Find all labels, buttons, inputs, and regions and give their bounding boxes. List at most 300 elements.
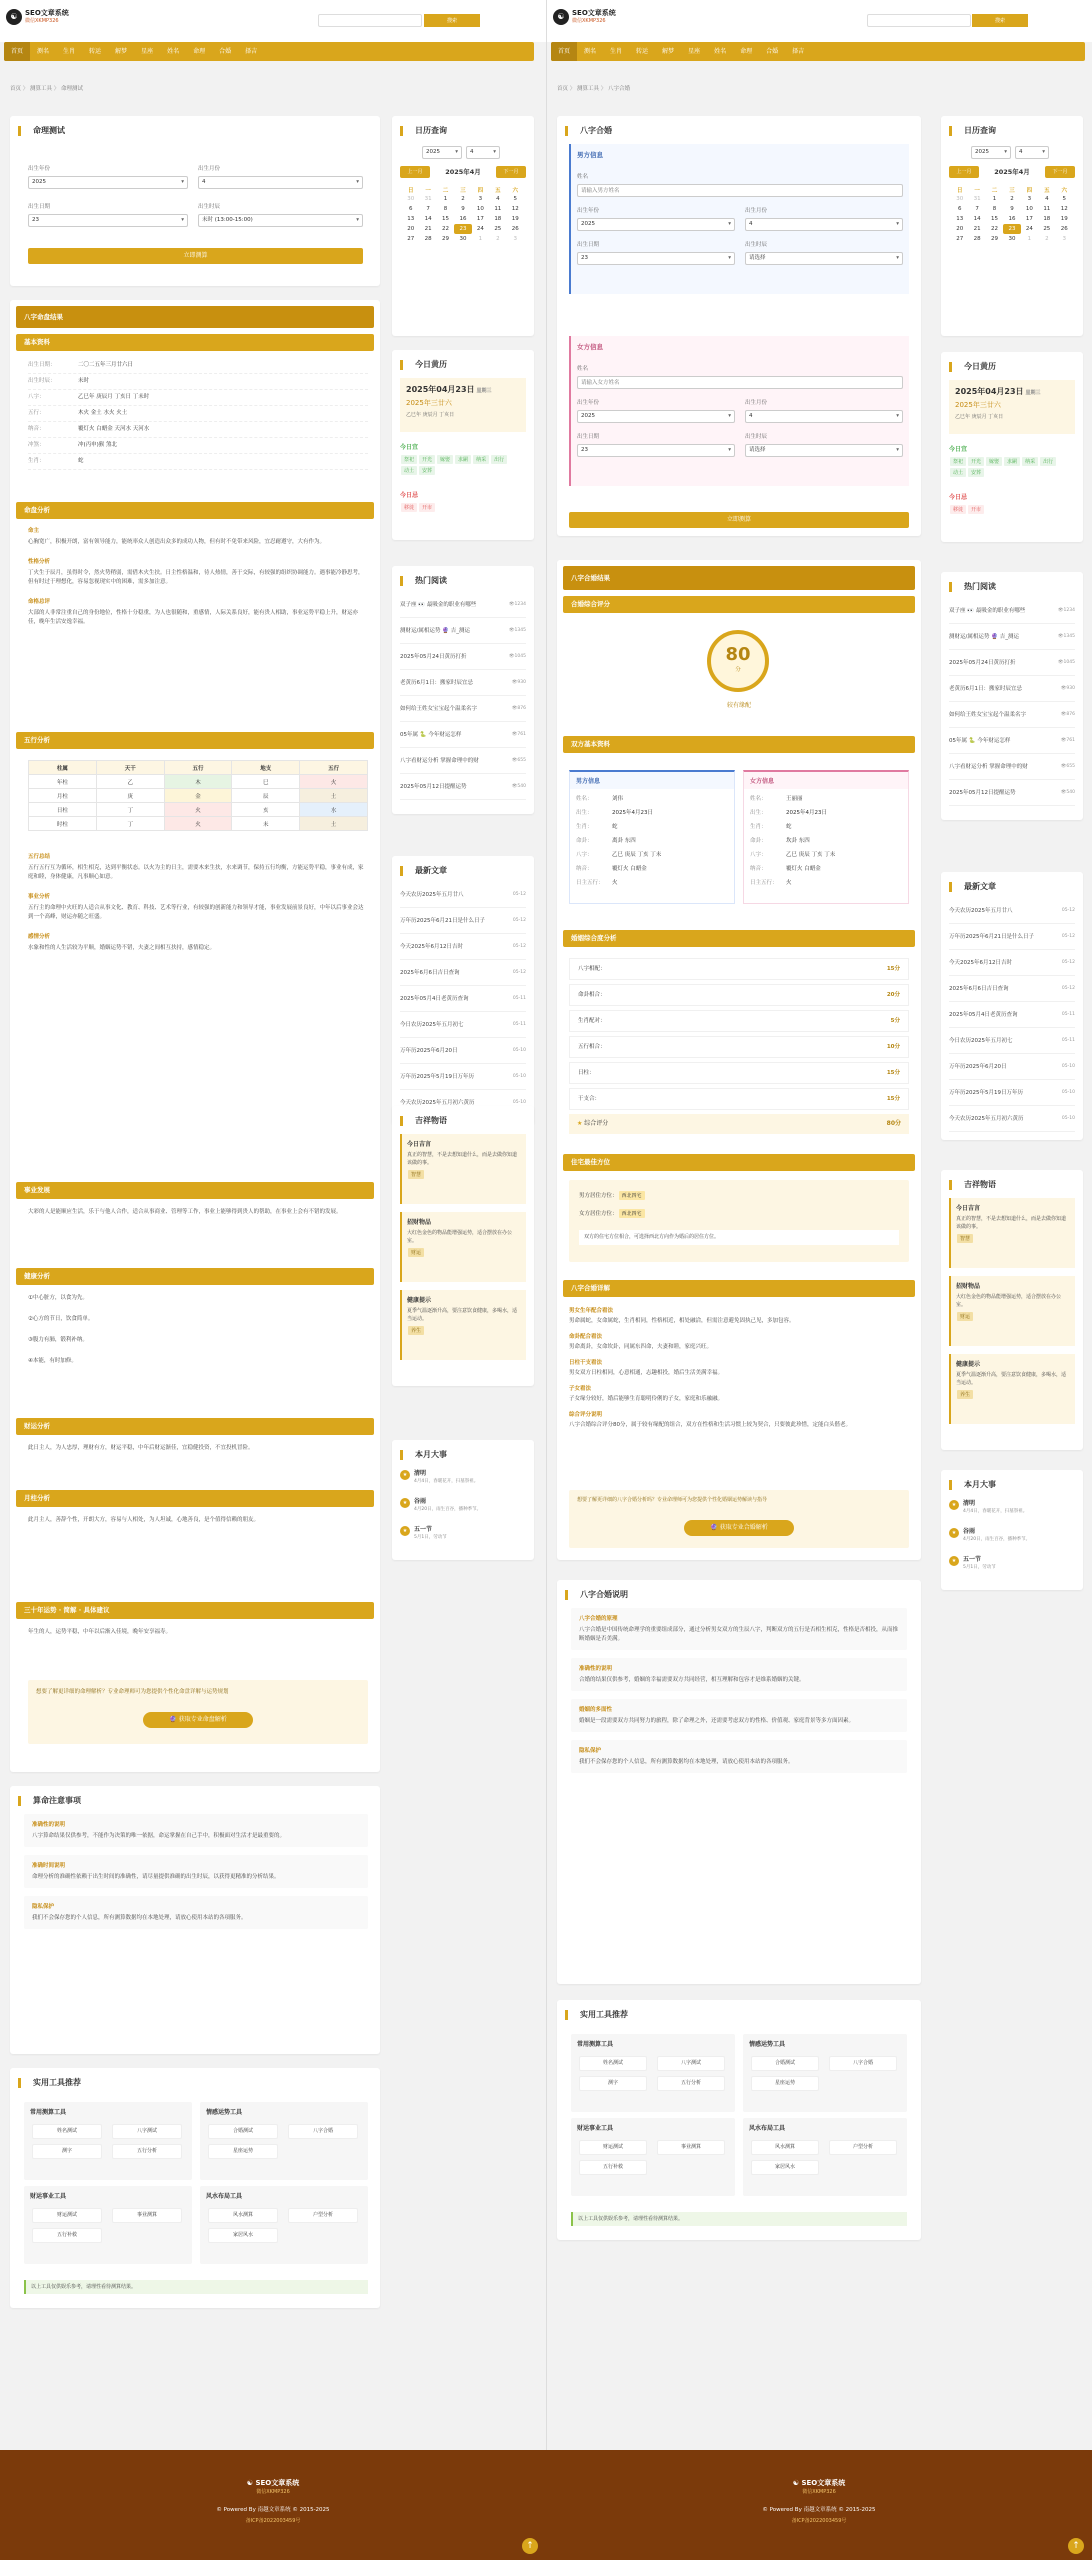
news-item[interactable]	[949, 1106, 1075, 1132]
cal-day[interactable]: 3	[1062, 236, 1067, 242]
hot-item-views	[1058, 598, 1075, 623]
nav-item[interactable]: 测名	[584, 48, 597, 55]
tool-button[interactable]: 五行补救	[32, 2228, 102, 2243]
cal-week	[402, 194, 524, 204]
note-item	[24, 1855, 368, 1888]
eye-icon: 👁	[1057, 660, 1064, 665]
char-text: 丁火生于辰月，虽得时令，然火势稍弱，需借木火生扶。日主性格温和，待人热情，善于交际，有较强的组织协调能力。遇事能冷静思考，但有时过于理想化，容易忽视现实中的困难，需多加注意。	[28, 570, 364, 585]
female-year-select[interactable]: 2025 ▾	[577, 410, 735, 423]
cal-day[interactable]: 11	[1043, 206, 1051, 212]
cal-day[interactable]: 4	[496, 196, 500, 202]
almanac-lunar: 2025年三廿六	[955, 401, 1001, 409]
house-male-value: 西北四宅	[619, 1191, 645, 1200]
news-item[interactable]	[949, 1028, 1075, 1054]
cal-day[interactable]: 14	[424, 216, 432, 222]
month-event	[400, 1468, 526, 1492]
submit-button[interactable]: 立即测算	[28, 248, 363, 264]
cal-day[interactable]: 17	[476, 216, 484, 222]
right-pane	[546, 0, 1092, 2560]
note-text: 八字算命结果仅供参考，不能作为决策的唯一依据，命运掌握在自己手中，积极面对生活才是最重要的。	[32, 1833, 286, 1839]
news-item[interactable]	[949, 924, 1075, 950]
news-item[interactable]	[400, 908, 526, 934]
char-text: 大部的人非常注重自己的身份地位，性格十分稳重，为人也很随和，重感情，人际关系良好，能有贵人相助，事业运势平稳上升，财运亦佳，晚年生活安逸幸福。	[28, 610, 359, 625]
char-title: 命盘分析	[16, 502, 374, 519]
news-item-date: 05-10	[1061, 1116, 1075, 1121]
cal-day[interactable]: 26	[1060, 226, 1068, 232]
hot-item-title: 2025年05月12日提醒运势	[400, 784, 467, 790]
cal-day[interactable]: 12	[1060, 206, 1068, 212]
header	[0, 0, 546, 42]
news-item[interactable]	[949, 976, 1075, 1002]
basic-row	[28, 422, 368, 438]
basic-label: 纳音：	[28, 426, 45, 432]
tool-button[interactable]: 五行补救	[579, 2160, 647, 2175]
cal-day[interactable]: 14	[973, 216, 981, 222]
nav-item[interactable]: 命理	[740, 48, 753, 55]
cal-day[interactable]: 2	[1045, 236, 1049, 242]
cal-day[interactable]: 27	[956, 236, 964, 242]
result-header: 八字合婚结果	[563, 566, 915, 590]
tool-button[interactable]: 五行分析	[112, 2144, 182, 2159]
hot-item[interactable]	[400, 722, 526, 748]
hot-item[interactable]	[949, 624, 1075, 650]
cal-day[interactable]: 28	[973, 236, 981, 242]
tool-button[interactable]: 姓名测试	[32, 2124, 102, 2139]
cal-day[interactable]: 17	[1025, 216, 1033, 222]
info-value: 2025年4月23日	[612, 810, 653, 816]
nav-item[interactable]: 生肖	[63, 48, 76, 55]
cal-day[interactable]: 12	[511, 206, 519, 212]
male-hour-select[interactable]: 请选择 ▾	[745, 252, 903, 265]
cal-week	[402, 224, 524, 234]
hot-item[interactable]	[400, 774, 526, 800]
male-day-select[interactable]: 23 ▾	[577, 252, 735, 265]
hot-item[interactable]	[400, 748, 526, 774]
cal-day[interactable]: 2	[1010, 196, 1014, 202]
lucky-title: 吉祥物语	[400, 1116, 534, 1126]
cal-day[interactable]: 13	[956, 216, 964, 222]
detail-label: 生肖配对：	[578, 1018, 606, 1024]
back-to-top-icon[interactable]: ↑	[522, 2538, 538, 2554]
hot-item[interactable]	[400, 696, 526, 722]
tool-button[interactable]: 事业测算	[112, 2208, 182, 2223]
nav-item[interactable]: 命理	[193, 48, 206, 55]
cal-day[interactable]: 22	[991, 226, 999, 232]
hehun-result	[557, 560, 921, 1560]
tool-button[interactable]: 姓名测试	[579, 2056, 647, 2071]
news-item[interactable]	[949, 950, 1075, 976]
cal-day[interactable]: 31	[973, 196, 981, 202]
cal-day[interactable]: 8	[992, 206, 997, 212]
cal-prev-button[interactable]: 上一月	[949, 166, 979, 178]
cal-day[interactable]: 3	[478, 196, 483, 202]
male-year-select[interactable]: 2025 ▾	[577, 218, 735, 231]
news-item[interactable]	[400, 960, 526, 986]
almanac-date-line	[955, 386, 1069, 397]
cal-day[interactable]: 15	[442, 216, 450, 222]
tool-button[interactable]: 事业测算	[657, 2140, 725, 2155]
event-icon: ★	[400, 1498, 410, 1508]
footer	[0, 2450, 546, 2560]
char-sub: 命格总评	[28, 599, 51, 605]
month-select[interactable]: 4 ▾	[198, 176, 363, 189]
yi-tag: 纳采	[1022, 457, 1038, 466]
info-row	[576, 862, 728, 876]
nav-item[interactable]: 合婚	[766, 48, 779, 55]
cal-day[interactable]: 3	[513, 236, 518, 242]
nav-item[interactable]: 解梦	[662, 48, 675, 55]
info-row	[750, 806, 902, 820]
tool-button[interactable]: 户型分析	[829, 2140, 897, 2155]
female-month-select[interactable]: 4 ▾	[745, 410, 903, 423]
yi-tag: 祭祀	[401, 455, 417, 464]
year-select[interactable]: 2025 ▾	[28, 176, 188, 189]
male-info	[569, 770, 735, 904]
female-section	[569, 336, 909, 486]
hot-item[interactable]	[400, 592, 526, 618]
note-item	[571, 1658, 907, 1691]
cal-day[interactable]: 26	[511, 226, 519, 232]
nav-item[interactable]: 转运	[636, 48, 649, 55]
cal-day[interactable]: 24	[476, 226, 484, 232]
news-item[interactable]	[949, 1002, 1075, 1028]
info-label: 八字：	[576, 852, 593, 858]
cal-day[interactable]: 7	[426, 206, 430, 212]
cal-day[interactable]: 5	[513, 196, 518, 202]
male-section	[569, 144, 909, 294]
hot-item-views	[1061, 728, 1075, 753]
event-icon: ★	[400, 1470, 410, 1480]
tool-button[interactable]: 财运测试	[32, 2208, 102, 2223]
nav-item[interactable]: 首页	[551, 42, 577, 61]
tool-button[interactable]: 风水测算	[208, 2208, 278, 2223]
note-title: 准确性的说明	[579, 1666, 613, 1672]
cal-day[interactable]: 29	[991, 236, 999, 242]
cal-day[interactable]: 1	[478, 236, 483, 242]
eye-icon: 👁	[511, 706, 518, 711]
search-button[interactable]: 搜索	[424, 14, 480, 27]
cal-day[interactable]: 9	[461, 206, 465, 212]
cal-day[interactable]: 24	[1025, 226, 1033, 232]
basic-value: 二〇二五年三月廿六日	[78, 362, 134, 368]
info-label: 纳音：	[750, 866, 767, 872]
hot-item-title: 老黄历6月1日：搬家时辰宜忌	[400, 680, 473, 686]
analysis-text: 男命离卦，女命坎卦，同属东四命，夫妻和睦，家庭兴旺。	[569, 1344, 713, 1350]
nav-item[interactable]: 转运	[89, 48, 102, 55]
footer	[546, 2450, 1092, 2560]
info-value: 覆灯火 白蜡金	[612, 866, 647, 872]
nav-item[interactable]: 姓名	[167, 48, 180, 55]
info-value: 坎卦 东四	[786, 838, 810, 844]
footer-icp[interactable]: 备ICP备2022003459号	[791, 2518, 847, 2524]
wx-cell: 火	[300, 775, 368, 789]
tool-button[interactable]: 户型分析	[288, 2208, 358, 2223]
nav-item[interactable]: 择吉	[792, 48, 805, 55]
hot-item[interactable]	[949, 780, 1075, 806]
detail-list	[569, 958, 909, 1134]
nav-item[interactable]: 测名	[37, 48, 50, 55]
tool-group-title: 风水布局工具	[206, 2193, 243, 2200]
wx-head-cell: 天干	[96, 761, 164, 775]
analysis-title: 男女生年配合看法	[569, 1308, 614, 1314]
hot-item-count: 761	[1066, 738, 1075, 743]
cal-day[interactable]: 31	[424, 196, 432, 202]
cal-day[interactable]: 30	[459, 236, 467, 242]
news-item[interactable]	[400, 934, 526, 960]
search-input[interactable]	[867, 14, 971, 27]
cal-day[interactable]: 3	[1027, 196, 1032, 202]
hot-item-views	[512, 722, 526, 747]
cal-day[interactable]: 19	[511, 216, 519, 222]
nav-item[interactable]: 生肖	[610, 48, 623, 55]
tool-button[interactable]: 星座运势	[751, 2076, 819, 2091]
female-name-input[interactable]	[577, 376, 903, 389]
hour-label: 出生时辰	[745, 242, 768, 248]
career-title: 事业发展	[16, 1182, 374, 1199]
tool-button[interactable]: 五行分析	[657, 2076, 725, 2091]
nav-item[interactable]: 姓名	[714, 48, 727, 55]
info-row	[576, 806, 728, 820]
hot-item[interactable]	[949, 728, 1075, 754]
tool-button[interactable]: 八字合婚	[829, 2056, 897, 2071]
event-desc: 5月1日，劳动节	[414, 1535, 447, 1540]
info-value: 蛇	[786, 824, 792, 830]
cal-day[interactable]: 13	[407, 216, 415, 222]
news-item-title: 万年历2025年6月21日是什么日子	[400, 918, 485, 924]
wx-cell: 时柱	[29, 817, 97, 831]
tool-button[interactable]: 合婚测试	[751, 2056, 819, 2071]
cal-next-button[interactable]: 下一月	[1045, 166, 1075, 178]
tool-button[interactable]: 合婚测试	[208, 2124, 278, 2139]
hot-item[interactable]	[400, 618, 526, 644]
yi-tag: 动土	[950, 468, 966, 477]
almanac-date: 2025年04月23日	[406, 385, 475, 394]
tool-group-title: 情感运势工具	[749, 2041, 786, 2048]
cal-day[interactable]: 9	[1010, 206, 1014, 212]
tool-button[interactable]: 风水测算	[751, 2140, 819, 2155]
breadcrumb[interactable]: 首页 〉 测算工具 〉 命理测试	[10, 86, 83, 92]
day-select[interactable]: 23 ▾	[28, 214, 188, 227]
cal-day[interactable]: 10	[476, 206, 484, 212]
news-item[interactable]	[400, 882, 526, 908]
submit-button[interactable]: 立即测算	[569, 512, 909, 528]
hot-item-views	[512, 696, 526, 721]
news-item[interactable]	[400, 1064, 526, 1090]
eye-icon: 👁	[1060, 686, 1067, 691]
hot-item[interactable]	[949, 676, 1075, 702]
advice-button[interactable]: 🔮 获取专业合婚解析	[684, 1520, 794, 1536]
yi-tags	[400, 454, 526, 476]
cal-day[interactable]: 5	[1062, 196, 1067, 202]
news-item[interactable]	[400, 1012, 526, 1038]
site-tagline: 微信XKMP326	[25, 18, 59, 24]
tool-group	[571, 2118, 735, 2196]
cal-day[interactable]: 29	[442, 236, 450, 242]
cal-day[interactable]: 10	[1025, 206, 1033, 212]
cal-day[interactable]: 6	[408, 206, 413, 212]
cal-day[interactable]: 6	[957, 206, 962, 212]
news-item-date: 05-12	[1061, 960, 1075, 965]
lucky-item-title: 今日吉言	[956, 1205, 981, 1212]
cal-day[interactable]: 21	[973, 226, 981, 232]
notes-title: 算命注意事项	[18, 1796, 380, 1806]
nav-item[interactable]: 星座	[688, 48, 701, 55]
cal-day[interactable]: 1	[992, 196, 997, 202]
site-logo[interactable]	[553, 9, 616, 25]
notes-title: 八字合婚说明	[565, 1590, 921, 1600]
cal-day[interactable]: 23	[1003, 224, 1020, 234]
hot-item-count: 540	[517, 784, 526, 789]
hot-item[interactable]	[949, 702, 1075, 728]
cal-day[interactable]: 15	[991, 216, 999, 222]
basic-value: 冲(丙申)猴 煞北	[78, 442, 118, 448]
cal-day[interactable]: 25	[1043, 226, 1051, 232]
almanac-card	[392, 350, 534, 540]
tool-button[interactable]: 八字测试	[657, 2056, 725, 2071]
news-item[interactable]	[949, 1054, 1075, 1080]
decade-title: 三十年运势 · 简解 · 具体建议	[16, 1602, 374, 1619]
news-item[interactable]	[400, 1038, 526, 1064]
news-item-title: 万年历2025年6月21日是什么日子	[949, 934, 1034, 940]
house-note: 双方的住宅方位相合，可选择西北方向作为婚后的居住方位。	[579, 1230, 899, 1245]
tool-group	[200, 2186, 368, 2264]
search-input[interactable]	[318, 14, 422, 27]
cal-day[interactable]: 22	[442, 226, 450, 232]
news-title: 最新文章	[400, 866, 534, 876]
tool-button[interactable]: 星座运势	[208, 2144, 278, 2159]
cal-day[interactable]: 1	[1027, 236, 1032, 242]
cal-day[interactable]: 4	[1045, 196, 1049, 202]
month-event	[400, 1496, 526, 1520]
info-value: 乙巳 庚辰 丁亥 丁未	[612, 852, 662, 858]
cal-day[interactable]: 18	[494, 216, 502, 222]
cal-day[interactable]: 7	[975, 206, 979, 212]
hot-item[interactable]	[949, 754, 1075, 780]
cal-day[interactable]: 19	[1060, 216, 1068, 222]
form-title: 命理测试	[18, 126, 380, 136]
female-hour-select[interactable]: 请选择 ▾	[745, 444, 903, 457]
detail-title: 婚姻综合度分析	[563, 930, 915, 947]
cal-next-button[interactable]: 下一月	[496, 166, 526, 178]
cal-day[interactable]: 30	[407, 196, 415, 202]
news-item[interactable]	[949, 898, 1075, 924]
cal-day[interactable]: 20	[407, 226, 415, 232]
cal-year-select[interactable]: 2025 ▾	[422, 146, 462, 159]
nav-item[interactable]: 合婚	[219, 48, 232, 55]
site-logo[interactable]	[6, 9, 69, 25]
tool-button[interactable]: 测字	[32, 2144, 102, 2159]
yi-tag: 嫁娶	[437, 455, 453, 464]
info-row	[576, 834, 728, 848]
yi-label: 今日宜	[400, 444, 419, 451]
cal-day[interactable]: 23	[454, 224, 471, 234]
tool-button[interactable]: 八字测试	[112, 2124, 182, 2139]
wx-sub: 事业分析	[28, 894, 51, 900]
cal-day[interactable]: 21	[424, 226, 432, 232]
tool-button[interactable]: 测字	[579, 2076, 647, 2091]
event-title: 谷雨	[963, 1528, 976, 1535]
note-title: 婚姻的多面性	[579, 1707, 613, 1713]
cal-day[interactable]: 28	[424, 236, 432, 242]
cal-day[interactable]: 30	[956, 196, 964, 202]
detail-score: 20分	[886, 992, 900, 998]
name-label: 姓名	[577, 174, 589, 180]
hour-select[interactable]: 未时 (13:00-15:00) ▾	[198, 214, 363, 227]
nav-item[interactable]: 星座	[141, 48, 154, 55]
cal-prev-button[interactable]: 上一月	[400, 166, 430, 178]
wx-cell: 年柱	[29, 775, 97, 789]
lucky-item	[949, 1198, 1075, 1268]
hot-item-title: 2025年05月24日黄历打折	[400, 654, 467, 660]
female-day-select[interactable]: 23 ▾	[577, 444, 735, 457]
hot-item-count: 1345	[1063, 634, 1075, 639]
hot-item[interactable]	[400, 644, 526, 670]
nav-item[interactable]: 首页	[4, 42, 30, 61]
tool-button[interactable]: 家居风水	[751, 2160, 819, 2175]
tool-button[interactable]: 八字合婚	[288, 2124, 358, 2139]
tool-group-title: 情感运势工具	[206, 2109, 243, 2116]
month-title: 本月大事	[949, 1480, 1083, 1490]
footer-icp[interactable]: 备ICP备2022003459号	[245, 2518, 301, 2524]
hot-item[interactable]	[400, 670, 526, 696]
cal-day[interactable]: 8	[443, 206, 448, 212]
cal-day[interactable]: 30	[1008, 236, 1016, 242]
cal-day[interactable]: 2	[496, 236, 500, 242]
cal-day[interactable]: 20	[956, 226, 964, 232]
cal-day[interactable]: 25	[494, 226, 502, 232]
advice-button[interactable]: 🔮 获取专业命盘解析	[143, 1712, 253, 1728]
header	[547, 0, 1092, 42]
hot-item-count: 876	[517, 706, 526, 711]
cal-day[interactable]: 16	[1008, 216, 1016, 222]
hot-item-count: 930	[1066, 686, 1075, 691]
ji-tag: 开市	[419, 503, 435, 512]
male-month-select[interactable]: 4 ▾	[745, 218, 903, 231]
nav-item[interactable]: 择吉	[245, 48, 258, 55]
health-list	[28, 1294, 368, 1378]
cal-month-select[interactable]: 4 ▾	[1015, 146, 1049, 159]
eye-icon: 👁	[1057, 608, 1064, 613]
almanac-week: 星期三	[476, 388, 492, 394]
nav-item[interactable]: 解梦	[115, 48, 128, 55]
wx-cell: 巳	[232, 775, 300, 789]
wx-sub: 感情分析	[28, 934, 51, 940]
hot-item[interactable]	[949, 598, 1075, 624]
male-name-input[interactable]	[577, 184, 903, 197]
tool-group	[743, 2034, 907, 2112]
cal-week	[951, 234, 1073, 244]
tool-button[interactable]: 家居风水	[208, 2228, 278, 2243]
cal-day[interactable]: 2	[461, 196, 465, 202]
search-button[interactable]: 搜索	[972, 14, 1028, 27]
note-title: 隐私保护	[579, 1748, 602, 1754]
cal-day[interactable]: 27	[407, 236, 415, 242]
tool-button[interactable]: 财运测试	[579, 2140, 647, 2155]
cal-day[interactable]: 16	[459, 216, 467, 222]
cal-day[interactable]: 1	[443, 196, 448, 202]
cal-day[interactable]: 18	[1043, 216, 1051, 222]
hehun-form	[557, 116, 921, 536]
news-item[interactable]	[400, 986, 526, 1012]
hot-item[interactable]	[949, 650, 1075, 676]
breadcrumb[interactable]: 首页 〉 测算工具 〉 八字合婚	[557, 86, 630, 92]
back-to-top-icon[interactable]: ↑	[1068, 2538, 1084, 2554]
analysis-text: 男命属蛇，女命属蛇，生肖相同，性格相近，相处融洽，但需注意避免固执己见，多加包容。	[569, 1318, 795, 1324]
cal-day[interactable]: 11	[494, 206, 502, 212]
news-item[interactable]	[949, 1080, 1075, 1106]
cal-month-select[interactable]: 4 ▾	[466, 146, 500, 159]
cal-year-select[interactable]: 2025 ▾	[971, 146, 1011, 159]
